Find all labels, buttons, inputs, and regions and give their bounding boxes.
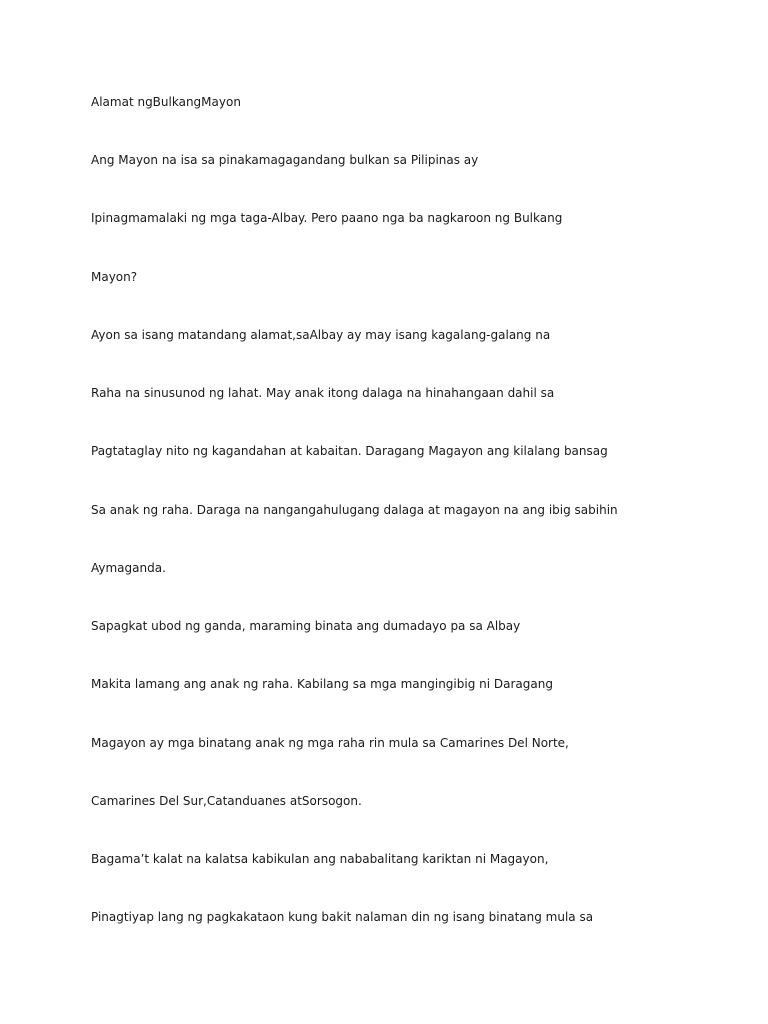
text-line: Pinagtiyap lang ng pagkakataon kung bakit nalaman din ng isang binatang mula sa [91, 910, 594, 924]
text-line: Magayon ay mga binatang anak ng mga raha rin mula sa Camarines Del Norte, [91, 736, 569, 750]
text-line: Makita lamang ang anak ng raha. Kabilang sa mga mangingibig ni Daragang [91, 677, 553, 691]
text-line: Aymaganda. [91, 561, 166, 575]
document-title: Alamat ngBulkangMayon [91, 95, 241, 109]
text-line: Sa anak ng raha. Daraga na nangangahulugang dalaga at magayon na ang ibig sabihin [91, 503, 618, 517]
text-line: Raha na sinusunod ng lahat. May anak itong dalaga na hinahangaan dahil sa [91, 386, 555, 400]
text-line: Ipinagmamalaki ng mga taga-Albay. Pero paano nga ba nagkaroon ng Bulkang [91, 211, 563, 225]
text-line: Ang Mayon na isa sa pinakamagagandang bulkan sa Pilipinas ay [91, 153, 479, 167]
text-line: Ayon sa isang matandang alamat,saAlbay ay may isang kagalang-galang na [91, 328, 551, 342]
text-line: Pagtataglay nito ng kagandahan at kabaitan. Daragang Magayon ang kilalang bansag [91, 444, 608, 458]
text-line: Mayon? [91, 270, 138, 284]
text-line: Camarines Del Sur,Catanduanes atSorsogon. [91, 794, 362, 808]
text-line: Bagama’t kalat na kalatsa kabikulan ang nababalitang kariktan ni Magayon, [91, 852, 549, 866]
text-line: Sapagkat ubod ng ganda, maraming binata ang dumadayo pa sa Albay [91, 619, 521, 633]
